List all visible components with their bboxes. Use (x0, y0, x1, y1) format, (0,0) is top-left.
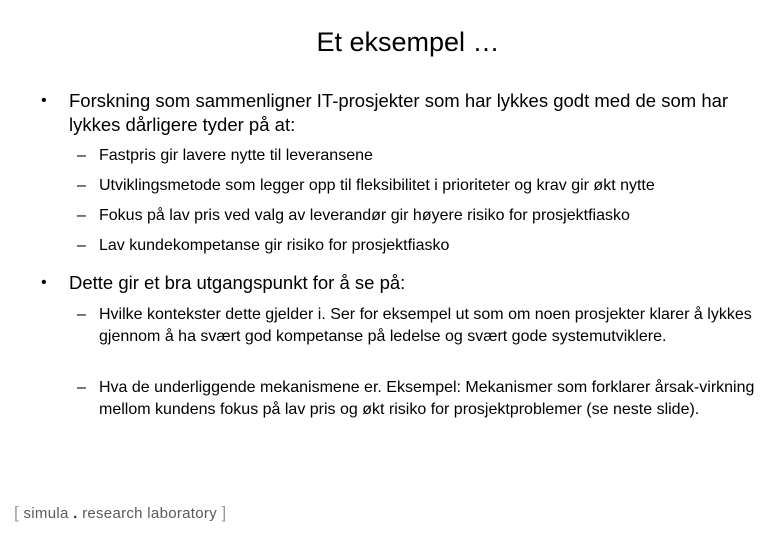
sub-bullet-text: Lav kundekompetanse gir risiko for prosjektfiasko (99, 237, 450, 254)
sub-bullet-text: Fokus på lav pris ved valg av leverandør gir høyere risiko for prosjektfiasko (99, 207, 630, 224)
bullet-marker: • (41, 274, 47, 291)
sub-bullet-text: Utviklingsmetode som legger opp til fleksibilitet i prioriteter og krav gir økt nytte (99, 177, 655, 194)
bullet-marker: • (41, 92, 47, 109)
dash-marker: – (77, 237, 86, 254)
sub-bullet-item (77, 304, 764, 348)
dash-marker: – (77, 207, 86, 224)
logo-dot: . (73, 505, 78, 522)
dash-marker: – (77, 177, 86, 194)
sub-bullet-text: Fastpris gir lavere nytte til leveransene (99, 147, 373, 164)
logo-tagline: research laboratory (82, 505, 217, 522)
sub-bullet-item (77, 205, 764, 227)
sub-bullet-item (77, 235, 764, 257)
sub-bullet-item (77, 145, 764, 167)
sub-bullet-item (77, 175, 764, 197)
logo-brand: simula (23, 505, 69, 522)
dash-marker: – (77, 147, 86, 164)
slide-title: Et eksempel … (316, 27, 500, 57)
sub-bullet-text: Hvilke kontekster dette gjelder i. Ser for eksempel ut som om noen prosjekter klarer å lykkes gjennom å ha svært god kompetanse på ledelse og svært gode systemutviklere. (99, 306, 752, 345)
dash-marker: – (77, 306, 86, 323)
logo-bracket-open: [ (14, 503, 20, 522)
bullet-text: Forskning som sammenligner IT-prosjekter som har lykkes godt med de som har lykkes dårligere tyder på at: (69, 90, 729, 135)
logo-bracket-close: ] (221, 503, 227, 522)
bullet-item (41, 271, 749, 295)
bullet-text: Dette gir et bra utgangspunkt for å se på: (69, 272, 406, 293)
sub-bullet-item (77, 377, 764, 421)
bullet-item (41, 89, 749, 137)
dash-marker: – (77, 379, 86, 396)
sub-bullet-text: Hva de underliggende mekanismene er. Eksempel: Mekanismer som forklarer årsak-virkning mellom kundens fokus på lav pris og økt risiko for prosjektproblemer (se neste slide). (99, 379, 755, 418)
simula-logo (14, 503, 227, 523)
